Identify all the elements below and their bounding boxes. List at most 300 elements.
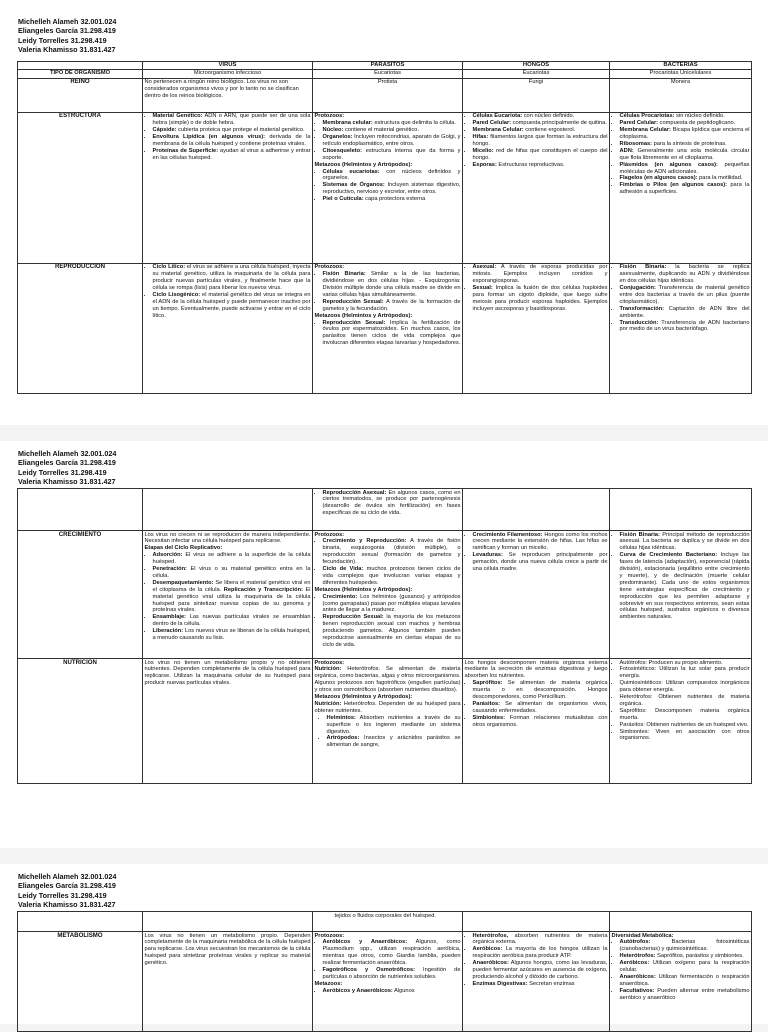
author-line: Michelleh Alameh 32.001.024 [18, 449, 117, 458]
list-item [620, 113, 750, 120]
list-item-term: Liberación: [152, 628, 184, 635]
author-line: Michelleh Alameh 32.001.024 [18, 17, 117, 26]
list-item-term: Organelos: [322, 134, 353, 141]
list-item [473, 532, 608, 553]
document-page-2 [0, 441, 768, 848]
author-line: Eliangeles García 31.298.419 [18, 26, 116, 36]
list-item [620, 148, 750, 162]
authors-block [18, 449, 116, 487]
cell-empty [463, 912, 610, 932]
cell-virus [143, 263, 313, 393]
list-item [620, 722, 750, 729]
row-label: REPRODUCCIÓN [18, 263, 143, 393]
list-item-text: A través de esporas producidas por mitosis. Ejemplos incluyen conidios y esporangiosporas. [472, 264, 608, 285]
subheading: Metazoos (Helmintos y Artrópodos): [314, 586, 413, 593]
bullet-list [612, 113, 750, 196]
list-item-text: Las nuevas partículas virales se ensamblan dentro de la célula. [152, 614, 311, 628]
list-item-text: Heterótrofos: Obtienen nutrientes de materia orgánica. [619, 694, 750, 707]
list-item-text: Insectos y arácnidos parásitos se alimentan de sangre, [326, 735, 461, 749]
list-item-text: Incluyen sistemas digestivo, reproductivo, nervioso y excretor, entre otros. [322, 182, 461, 196]
comparison-table [17, 61, 752, 394]
list-item-text: Secretan enzimas [527, 980, 575, 987]
list-item-term: Anaeróbicos: [472, 960, 509, 967]
cell-parasitos: Eucariotas [313, 69, 463, 78]
list-item-term: Citoesqueleto: [322, 147, 362, 154]
list-item-text: cubierta proteica que protege el material genético. [176, 127, 305, 134]
row-label: NUTRICIÓN [18, 659, 143, 784]
header-hongos: HONGOS [463, 62, 610, 70]
list-item-term: Aeróbicos: [472, 946, 503, 953]
bullet-list [315, 271, 461, 312]
author-line: Valeria Khamisso 31.831.427 [18, 900, 116, 910]
list-item-term: Helmintos: [326, 714, 356, 721]
bullet-list [612, 939, 750, 1001]
list-item [323, 120, 461, 127]
cell-hongos [463, 659, 610, 784]
list-item-term: Ensamblaje: [152, 614, 187, 621]
list-item-text: El virus o su material genético entra en la célula. [152, 566, 311, 579]
list-item [153, 148, 311, 162]
list-item-text: Estructuras reproductivas. [496, 161, 565, 168]
cell-virus: Microorganismo infeccioso [143, 69, 313, 78]
cell-empty [143, 489, 313, 531]
row-label: CRECIMIENTO [18, 531, 143, 659]
header-row [18, 62, 752, 70]
subheading: Etapas del Ciclo Replicativo: [144, 545, 223, 552]
cell-hongos: Fungi [463, 78, 610, 112]
list-item-text: Fotosintéticos: Utilizan la luz solar para producir energía. [619, 666, 750, 680]
list-item-text: Implica la fertilización de óvulos por espermatozoides. En muchos casos, los parásitos tienen ciclos de vida complejos que involucran diferentes etapas larvarias y hospedadores. [322, 319, 461, 347]
bullet-list [465, 264, 608, 312]
list-item-text: sin núcleo definido. [674, 113, 725, 120]
list-item-term: Ciclo Lítico: [152, 264, 186, 271]
list-item-term: Penetración: [152, 566, 187, 573]
paragraph: Los virus no tienen un metabolismo propio. Dependen completamente de la maquinaria metabólica de la célula huésped para replicarse. Los virus secuestran los mecanismos de la célula huésped para sintetizar proteínas virales y replicar su material genético. [144, 932, 311, 967]
list-item-term: Ciclo Lisogénico: [152, 291, 201, 298]
list-item-term: Pared Celular: [472, 120, 512, 127]
row-continuation [18, 489, 752, 531]
list-item-text: contiene ergosterol. [523, 127, 576, 134]
list-item [153, 580, 311, 615]
list-item-text: Bacterias fotosintéticas (cianobacterias) y quimiosintéticas. [619, 939, 750, 953]
bullet-list [145, 113, 311, 161]
cell-hongos [463, 112, 610, 263]
list-item-text: Saprófitos, parásitos y simbiontes. [655, 953, 744, 960]
list-item-term: Proteínas de Superficie: [152, 147, 219, 154]
row-crecimiento [18, 531, 752, 659]
cell-empty [18, 912, 143, 932]
list-item-text: Quimiosintéticos: Utilizan compuestos inorgánicos para obtener energía. [619, 680, 750, 694]
list-item-term: Asexual: [472, 264, 497, 271]
list-item-text: Incluye las fases de latencia (adaptación), exponencial (rápida división), estacionaria (equilibrio entre crecimiento y muerte), y de declinación (muerte celular predominante). Cada uno de estos organismos tiene estrategias específicas de crecimiento y reproducción que les permiten adaptarse y sobrevivir en sus respectivos entornos, sean estas células huésped, sustratos orgánicos o diversos ambientes naturales. [619, 552, 750, 621]
cell-parasitos: Protista [313, 78, 463, 112]
list-item-text: El virus se adhiere a la superficie de la célula huésped. [152, 552, 311, 566]
paragraph-text: Heterótrofos. Se alimentan de materia orgánica, como bacterias, algas y otros microorganismos. Algunos protozoos son fagotróficos (engullen partículas) y otros son osmotróficos (absorben nutrientes disueltos). [314, 666, 461, 694]
comparison-table [17, 488, 752, 784]
list-item-text: Incluyen mitocondrias, aparato de Golgi, y retículo endoplasmático, entre otros. [322, 134, 461, 147]
list-item-text: A través de la formación de gametos y la fecundación. [322, 298, 461, 312]
list-item-term: Simbiontes: [472, 714, 506, 721]
list-item [620, 974, 750, 988]
list-item-term: Membrana celular: [322, 120, 373, 127]
list-item-text: En algunos casos, como en ciertos trematodos, se produce por partenogénesis (desarrollo de óvulos sin fertilización) en fases específicas de su ciclo de vida. [322, 489, 461, 517]
list-item [323, 299, 461, 313]
subheading: Metazoos: [314, 980, 343, 987]
subheading: Metazoos (Helmintos y Artrópodos): [314, 312, 413, 319]
list-item-term: Reproducción Sexual: [322, 319, 386, 326]
list-item [323, 490, 461, 518]
list-item-text: con núcleos definidos y organelos. [322, 168, 461, 182]
cell-bacterias [610, 932, 752, 1032]
list-item [473, 981, 608, 988]
list-item-text: Ingestión de partículas o absorción de nutrientes solubles. [322, 967, 461, 980]
list-item-term: Cápside: [152, 127, 177, 134]
list-item [153, 127, 311, 134]
list-item-text: Saprófitos: Descomponen materia orgánica muerta. [619, 707, 750, 721]
list-item-text: para la adhesión a superficies. [619, 182, 750, 196]
list-item-term: Heterótrofos, [472, 932, 509, 939]
bullet-list [465, 113, 608, 168]
list-item [323, 196, 461, 203]
row-estructura [18, 112, 752, 263]
subheading: Protozoos: [314, 264, 345, 271]
list-item-term: Envoltura Lipídica (en algunos virus): [152, 134, 266, 141]
paragraph: tejidos o fluidos corporales del huésped. [334, 912, 436, 919]
list-item-text: para la motilidad. [697, 175, 743, 182]
list-item-text: Captación de ADN libre del ambiente. [619, 305, 750, 319]
bullet-list [315, 120, 461, 161]
subheading: Protozoos: [314, 659, 345, 666]
list-item-term: Flagelos (en algunos casos): [619, 175, 698, 182]
cell-hongos [463, 932, 610, 1032]
list-item-term: Ribosomas: [619, 140, 653, 147]
author-line: Leidy Torrelles 31.298.419 [18, 467, 107, 477]
list-item-term: Sistemas de Órganos: [322, 182, 385, 189]
paragraph: Los hongos descomponen materia orgánica externa mediante la secreción de enzimas digestivas y luego absorben los nutrientes. [464, 659, 608, 680]
list-item [620, 127, 750, 141]
list-item-text: Similar a la de las bacterias, dividiéndose en dos células hijas. - Esquizogonia: División múltiple donde una célula madre se divide en varias células hijas simultáneamente. [322, 271, 461, 298]
list-item-text: ayudan al virus a adherirse y entrar en las células huésped. [152, 147, 311, 161]
list-item [323, 148, 461, 162]
list-item-term: Células eucariotas: [322, 168, 380, 175]
list-item [620, 552, 750, 621]
list-item [323, 967, 461, 981]
subheading: Protozoos: [314, 932, 345, 939]
cell-hongos [463, 263, 610, 393]
bullet-list [612, 532, 750, 622]
list-item-term: Fagotróficos y Osmotróficos: [322, 967, 416, 974]
header-parasitos: PARÁSITOS [313, 62, 463, 70]
author-line: Valeria Khamisso 31.831.427 [18, 477, 116, 487]
list-item [473, 285, 608, 313]
list-item-text: compuesta de peptidoglicano. [658, 120, 736, 127]
list-item-term: Fisión Binaria: [322, 271, 366, 278]
page-gap [0, 425, 768, 441]
list-item [323, 320, 461, 348]
list-item-term: Fisión Binaria: [619, 531, 660, 538]
bullet-list [315, 538, 461, 586]
list-item-text: la mayoría de los metazoos tienen reproducción sexual con machos y hembras produciendo gametos. Algunos también pueden reproducirse asexualmente en ciertas etapas de su ciclo de vida. [322, 614, 461, 648]
cell-parasitos [313, 659, 463, 784]
list-item-text: contiene el material genético. [343, 127, 419, 134]
list-item [473, 120, 608, 127]
list-item [327, 715, 461, 736]
paragraph: Los virus no crecen ni se reproducen de manera independiente. Necesitan infectar una célula huésped para replicarse. [144, 531, 311, 545]
subheading: Diversidad Metabólica: [611, 932, 674, 939]
subheading: Metazoos (Helmintos y Artrópodos): [314, 161, 413, 168]
list-item-term: Piel o Cutícula: [322, 196, 364, 203]
list-item-term: Aeróbicos y Anaeróbicos: [322, 987, 393, 994]
list-item [620, 666, 750, 680]
bullet-list [315, 320, 461, 348]
cell-parasitos [313, 912, 463, 932]
list-item [323, 939, 461, 967]
list-item-term: Ciclo de Vida: [322, 566, 364, 573]
cell-bacterias: Procariotas Unicelulares [610, 69, 752, 78]
list-item-term: Núcleo: [322, 127, 344, 134]
list-item [620, 285, 750, 306]
list-item-text: El material genético viral utiliza la maquinaria de la célula huésped para sintetizar nuevas copias de su genoma y proteínas virales. [152, 586, 311, 614]
list-item [473, 715, 608, 729]
list-item-term: Crecimiento Filamentoso: [472, 531, 543, 538]
list-item-text: el virus se adhiere a una célula huésped, inyecta su material genético, utiliza la maquinaria de la célula para producir nuevas partículas virales, y finalmente hace que la célula se rompa (lisis) para liberar los nuevos virus. [152, 264, 311, 292]
list-item [323, 271, 461, 299]
list-item-text: Forman relaciones mutualistas con otros organismos. [472, 714, 608, 728]
list-item [473, 162, 608, 169]
list-item-text: absorben nutrientes de materia orgánica externa. [472, 932, 608, 946]
list-item [473, 113, 608, 120]
list-item-text: Los helmintos (gusanos) y artrópodos (como garrapatas) pasan por múltiples etapas larvales antes de llegar a la madurez. [322, 593, 461, 614]
cell-bacterias [610, 659, 752, 784]
cell-parasitos [313, 263, 463, 393]
list-item-term: Reproducción Sexual: [322, 614, 384, 621]
bullet-list [315, 988, 461, 995]
list-item [323, 182, 461, 196]
list-item-term: Crecimiento y Reproducción: [322, 538, 407, 545]
cell-bacterias [610, 531, 752, 659]
cell-virus: No pertenecen a ningún reino biológico. Los virus no son considerados organismos vivos y por lo tanto no se clasifican dentro de los reinos biológicos. [143, 78, 313, 112]
subheading: Metazoos (Helmintos y Artrópodos): [314, 694, 413, 701]
list-item [153, 113, 311, 127]
cell-empty [610, 912, 752, 932]
bullet-list [315, 715, 461, 750]
document-page-1 [0, 0, 768, 425]
cell-empty [463, 489, 610, 531]
cell-bacterias [610, 112, 752, 263]
list-item-text: Simbiontes: Viven en asociación con otros organismos. [619, 728, 750, 742]
authors-block [18, 17, 116, 55]
list-item-text: Utilizan fermentación o respiración anaeróbica. [619, 973, 750, 987]
row-tipo [18, 69, 752, 78]
row-label: METABOLISMO [18, 932, 143, 1032]
cell-bacterias: Monera [610, 78, 752, 112]
list-item-text: Pueden alternar entre metabolismo aeróbico y anaeróbico [619, 987, 750, 1001]
list-item-text: Se alimentan de organismos vivos, causando enfermedades. [472, 700, 608, 714]
list-item [620, 182, 750, 196]
list-item-text: Se alimentan de materia orgánica muerta o en descomposición. Hongos descomponedores, como Penicillium. [472, 680, 608, 701]
list-item-text: red de hifas que constituyen el cuerpo del hongo. [472, 147, 608, 161]
list-item-text: Se libera el material genético viral en el citoplasma de la célula. [152, 579, 311, 593]
cell-empty [143, 912, 313, 932]
cell-virus [143, 932, 313, 1032]
list-item-term: Artrópodos: [326, 735, 360, 742]
bullet-list [315, 594, 461, 649]
list-item [323, 594, 461, 615]
list-item [153, 552, 311, 566]
list-item [473, 946, 608, 960]
bullet-list [315, 490, 461, 518]
list-item-term: Autótrofos: [619, 939, 651, 946]
author-line: Michelleh Alameh 32.001.024 [18, 872, 117, 881]
list-item-text: Hongos como los mohos crecen mediante la extensión de hifas. Las hifas se ramifican y forman un micelio. [472, 531, 608, 552]
list-item-term: Desempaquetamiento: [152, 579, 214, 586]
list-item-text: estructura interna que da forma y soporte. [322, 147, 461, 161]
list-item [323, 538, 461, 566]
list-item-term: ADN: [619, 147, 634, 154]
cell-parasitos [313, 112, 463, 263]
list-item [620, 953, 750, 960]
list-item-term: Células Eucariota: [472, 113, 523, 120]
row-label: REINO [18, 78, 143, 112]
list-item-text: ADN o ARN, que puede ser de una sola hebra (simple) o de doble hebra. [152, 113, 311, 127]
cell-hongos [463, 531, 610, 659]
list-item [620, 729, 750, 743]
cell-virus [143, 112, 313, 263]
bullet-list [145, 264, 311, 319]
list-item [473, 701, 608, 715]
list-item-text: la bacteria se replica asexualmente, duplicando su ADN y dividiéndose en dos células hijas idénticas. [619, 264, 750, 285]
row-label: TIPO DE ORGANISMO [18, 69, 143, 78]
author-line: Eliangeles García 31.298.419 [18, 881, 116, 891]
list-item [620, 708, 750, 722]
author-line: Eliangeles García 31.298.419 [18, 458, 116, 468]
list-item-term: Células Procariotas: [619, 113, 675, 120]
list-item-term: Reproducción Sexual: [322, 298, 384, 305]
list-item-text: estructura que delimita la célula. [372, 120, 456, 127]
list-item-term: Curva de Crecimiento Bacteriano: [619, 552, 718, 559]
list-item-text: filamentos largos que forman la estructura del hongo. [472, 134, 608, 147]
list-item-text: La mayoría de los hongos utilizan la respiración aeróbica para producir ATP. [472, 946, 608, 960]
author-line: Valeria Khamisso 31.831.427 [18, 45, 116, 55]
row-reino [18, 78, 752, 112]
list-item [620, 960, 750, 974]
list-item-text: Algunos hongos, como las levaduras, pueden fermentar azúcares en ausencia de oxígeno, produciendo alcohol y dióxido de carbono. [472, 960, 608, 980]
bullet-list [315, 939, 461, 980]
list-item-term: Aeróbicos: [619, 960, 650, 967]
list-item [327, 735, 461, 749]
list-item-text: con núcleo definido. [522, 113, 575, 120]
row-continuation [18, 912, 752, 932]
list-item-text: derivada de la membrana de la célula huésped y contiene proteínas virales. [152, 134, 311, 147]
authors-block [18, 872, 116, 910]
cell-hongos: Eucariotas [463, 69, 610, 78]
list-item [153, 614, 311, 628]
bullet-list [465, 532, 608, 573]
page-gap [0, 848, 768, 864]
list-item [473, 552, 608, 573]
paragraph [315, 701, 461, 715]
list-item-text: el material genético del virus se integra en el ADN de la célula huésped y puede permanecer inactivo por un tiempo. Eventualmente, puede activarse y entrar en el ciclo lítico. [152, 291, 311, 319]
list-item-text: capa protectora externa [363, 196, 426, 203]
list-item-text: Implica la fusión de dos células haploides para formar un cigoto diploide, que luego sufre meiosis para producir esporas haploides. Ejemplos incluyen ascosporas y basidiosporas. [472, 285, 608, 312]
list-item-text: compuesta principalmente de quitina. [511, 120, 607, 127]
list-item [323, 566, 461, 587]
list-item-text: Principal método de reproducción asexual. La bacteria se duplica y se divide en dos células hijas idénticas. [619, 531, 750, 552]
cell-bacterias [610, 263, 752, 393]
list-item-term: Conjugación: [619, 285, 656, 292]
list-item-term: Transducción: [619, 319, 659, 326]
list-item-term: Levaduras: [472, 552, 503, 559]
author-line: Leidy Torrelles 31.298.419 [18, 890, 107, 900]
list-item-text: para la síntesis de proteínas. [652, 140, 727, 147]
list-item-text: Los nuevos virus se liberan de la célula huésped, a menudo causando su lisis. [152, 628, 311, 642]
list-item-term: Esporas: [472, 161, 497, 168]
list-item-term: Heterótrofos: [619, 953, 656, 960]
paragraph-lead: Nutrición: [314, 700, 342, 707]
bullet-list [612, 264, 750, 333]
list-item-term: Material Genético: [152, 113, 203, 120]
list-item [153, 628, 311, 642]
cell-empty [18, 489, 143, 531]
list-item-text: Generalmente una sola molécula circular que flota libremente en el citoplasma. [619, 147, 750, 161]
cell-parasitos [313, 531, 463, 659]
list-item-text: Parásitos: Obtienen nutrientes de un huésped vivo. [619, 721, 749, 728]
cell-virus [143, 659, 313, 784]
cell-parasitos [313, 489, 463, 531]
list-item-term: Transformación: [619, 305, 665, 312]
list-item-term: Fimbrias o Pilos (en algunos casos): [619, 182, 728, 189]
list-item [620, 988, 750, 1002]
cell-empty [610, 489, 752, 531]
list-item-term: Saprófitos: [472, 680, 503, 687]
document-page-3 [0, 864, 768, 1024]
list-item-term: Adsorción: [152, 552, 183, 559]
list-item [473, 680, 608, 701]
header-empty [18, 62, 143, 70]
bullet-list [465, 933, 608, 988]
list-item-text: Se reproducen principalmente por gemación, donde una nueva célula crece a partir de una célula madre. [472, 552, 608, 573]
header-bacterias: BACTERIAS [610, 62, 752, 70]
list-item [473, 933, 608, 947]
list-item [620, 532, 750, 553]
list-item [473, 148, 608, 162]
list-item-text: Absorben nutrientes a través de su superficie o los ingieren mediante un sistema digestivo. [326, 714, 461, 735]
row-nutricion [18, 659, 752, 784]
list-item [620, 939, 750, 953]
list-item [620, 306, 750, 320]
list-item [620, 680, 750, 694]
list-item [323, 134, 461, 148]
list-item [620, 660, 750, 667]
list-item-term: Micelio: [472, 147, 494, 154]
list-item [620, 175, 750, 182]
list-item-text: Algunos [392, 987, 415, 994]
list-item [153, 134, 311, 148]
list-item [620, 120, 750, 127]
cell-virus [143, 531, 313, 659]
list-item-term: Enzimas Digestivas: [472, 980, 528, 987]
list-item [620, 141, 750, 148]
list-item [473, 264, 608, 285]
list-item-text: Transferencia de material genético entre dos bacterias a través de un pilus (puente citoplasmático). [619, 285, 750, 305]
list-item [323, 614, 461, 649]
bullet-list [465, 680, 608, 728]
list-item-term: Sexual: [472, 285, 493, 292]
list-item-text: pequeñas moléculas de ADN adicionales. [619, 161, 750, 175]
list-item-text: muchos protozoos tienen ciclos de vida complejos que involucran varias etapas y diferentes huéspedes. [322, 566, 461, 586]
row-label: ESTRUCTURA [18, 112, 143, 263]
list-item-text: Autótrofos: Producen su propio alimento. [619, 659, 723, 666]
